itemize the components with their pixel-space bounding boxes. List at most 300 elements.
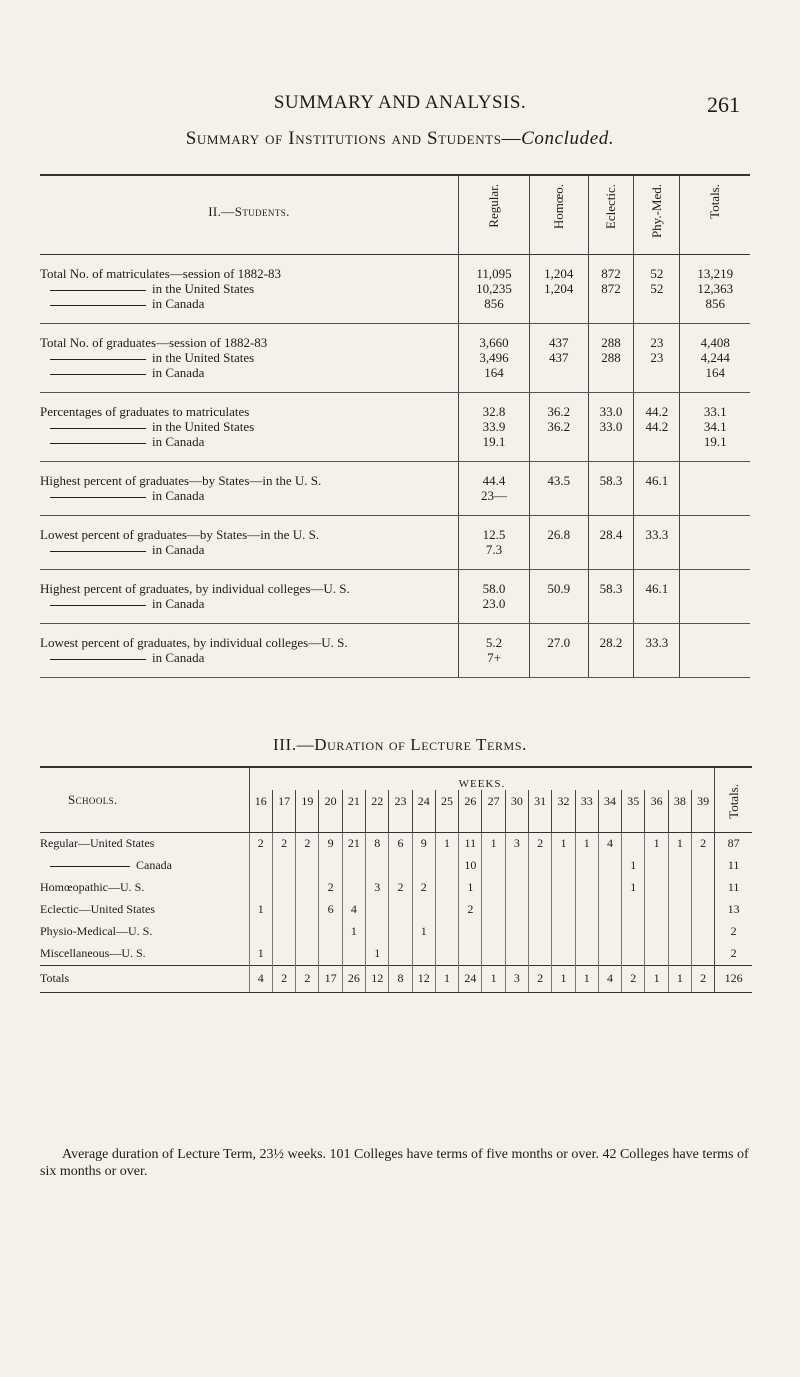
week-count-cell [319, 921, 342, 943]
week-count-cell [668, 855, 691, 877]
week-count-cell: 1 [366, 943, 389, 966]
week-count-cell [389, 943, 412, 966]
week-header: 19 [296, 790, 319, 832]
duration-weeks-label-row [40, 767, 752, 790]
week-count-cell [645, 877, 668, 899]
value [680, 488, 750, 503]
value [680, 581, 750, 596]
value: 288 [601, 350, 621, 365]
value-cell [530, 570, 588, 624]
week-count-cell [482, 855, 505, 877]
week-count-cell [552, 877, 575, 899]
week-count-cell: 1 [249, 943, 272, 966]
week-count-cell [296, 921, 319, 943]
value-cell [588, 516, 634, 570]
value: 856 [705, 296, 725, 311]
school-label-text: Eclectic—United States [40, 902, 155, 916]
value: 33.0 [599, 419, 623, 434]
week-count-cell: 2 [319, 877, 342, 899]
column-header-homoeo: Homœo. [530, 175, 588, 255]
row-sublabel: in Canada [40, 365, 458, 380]
week-count-cell: 12 [412, 965, 435, 992]
week-count-cell [575, 877, 598, 899]
week-count-cell [342, 855, 365, 877]
week-count-cell [272, 855, 295, 877]
value: 23— [481, 488, 508, 503]
value: 46.1 [645, 473, 669, 488]
week-count-cell: 2 [272, 832, 295, 855]
value: 4,244 [700, 350, 730, 365]
value [634, 488, 679, 503]
week-count-cell [296, 877, 319, 899]
value [680, 542, 750, 557]
week-count-cell [319, 943, 342, 966]
week-count-cell [552, 855, 575, 877]
students-group-row [40, 393, 750, 462]
week-count-cell: 24 [459, 965, 482, 992]
week-header: 33 [575, 790, 598, 832]
week-count-cell: 17 [319, 965, 342, 992]
week-count-cell [598, 943, 621, 966]
week-count-cell [598, 855, 621, 877]
school-label [40, 855, 249, 877]
week-count-cell: 1 [249, 899, 272, 921]
value-cell [530, 516, 588, 570]
value: 437 [549, 335, 569, 350]
week-count-cell [272, 943, 295, 966]
week-count-cell: 26 [342, 965, 365, 992]
week-count-cell: 8 [389, 965, 412, 992]
week-count-cell [249, 877, 272, 899]
week-count-cell [529, 877, 552, 899]
value: 52 [650, 266, 664, 281]
week-count-cell [598, 877, 621, 899]
school-label-text: Canada [136, 858, 172, 872]
week-header: 27 [482, 790, 505, 832]
week-count-cell [505, 855, 528, 877]
students-group-row [40, 570, 750, 624]
week-count-cell [366, 921, 389, 943]
students-heading: II.—Students. [208, 204, 290, 219]
value-cell [634, 255, 680, 324]
week-count-cell [552, 899, 575, 921]
week-header: 23 [389, 790, 412, 832]
week-count-cell [272, 899, 295, 921]
value: 26.8 [547, 527, 571, 542]
week-count-cell: 3 [505, 832, 528, 855]
school-label [40, 965, 249, 992]
value: 44.4 [482, 473, 506, 488]
week-count-cell: 2 [529, 832, 552, 855]
week-count-cell: 1 [482, 965, 505, 992]
value-cell [459, 516, 530, 570]
week-count-cell [529, 943, 552, 966]
column-header-eclectic: Eclectic. [588, 175, 634, 255]
row-label-cell [40, 255, 459, 324]
row-label: Total No. of graduates—session of 1882-83 [40, 335, 268, 350]
value [589, 365, 634, 380]
value: 52 [650, 281, 664, 296]
value-cell [459, 570, 530, 624]
week-count-cell: 1 [435, 832, 458, 855]
totals-row [40, 965, 752, 992]
week-count-cell [691, 943, 714, 966]
title-main: Summary of Institutions and Students— [185, 128, 522, 149]
week-count-cell: 4 [249, 965, 272, 992]
value-cell [459, 255, 530, 324]
value: 36.2 [547, 404, 571, 419]
row-sublabel: in Canada [40, 650, 458, 665]
value [530, 542, 587, 557]
students-group-row [40, 462, 750, 516]
row-total-cell: 2 [715, 921, 752, 943]
week-count-cell: 2 [296, 832, 319, 855]
week-count-cell [459, 943, 482, 966]
week-count-cell [668, 877, 691, 899]
row-sublabel: in Canada [40, 596, 458, 611]
school-label-text: Miscellaneous—U. S. [40, 946, 146, 960]
value [680, 596, 750, 611]
week-header: 22 [366, 790, 389, 832]
school-label [40, 921, 249, 943]
week-count-cell [272, 921, 295, 943]
value [530, 488, 587, 503]
value: 1,204 [544, 266, 574, 281]
week-count-cell: 1 [645, 965, 668, 992]
value: 34.1 [703, 419, 727, 434]
school-label [40, 832, 249, 855]
value: 856 [484, 296, 504, 311]
school-label [40, 877, 249, 899]
footnote: Average duration of Lecture Term, 23½ weeks. 101 Colleges have terms of five months or over. 42 Colleges have terms of six months or over. [40, 1147, 749, 1179]
week-count-cell [296, 899, 319, 921]
value: 4,408 [700, 335, 730, 350]
value: 50.9 [547, 581, 571, 596]
week-header: 38 [668, 790, 691, 832]
row-sublabel: in Canada [40, 488, 458, 503]
week-count-cell: 4 [598, 832, 621, 855]
value [634, 434, 679, 449]
week-count-cell [529, 921, 552, 943]
row-label-cell [40, 624, 459, 678]
value: 164 [484, 365, 504, 380]
totals-heading-cell [715, 767, 752, 832]
week-count-cell [342, 877, 365, 899]
row-sublabel: in the United States [40, 281, 458, 296]
value: 164 [705, 365, 725, 380]
week-count-cell: 1 [459, 877, 482, 899]
school-label-text: Totals [40, 971, 70, 985]
value: 10,235 [476, 281, 512, 296]
value [589, 542, 634, 557]
week-count-cell: 9 [412, 832, 435, 855]
week-count-cell: 3 [505, 965, 528, 992]
week-header: 30 [505, 790, 528, 832]
value-cell [459, 324, 530, 393]
week-count-cell [482, 877, 505, 899]
value [589, 296, 634, 311]
value [634, 650, 679, 665]
week-count-cell: 6 [319, 899, 342, 921]
value [589, 434, 634, 449]
week-count-cell: 2 [412, 877, 435, 899]
value-cell [680, 324, 750, 393]
value: 288 [601, 335, 621, 350]
week-count-cell: 2 [389, 877, 412, 899]
week-count-cell [598, 921, 621, 943]
value [634, 296, 679, 311]
page-header [0, 92, 800, 122]
week-count-cell [552, 943, 575, 966]
value-cell [530, 324, 588, 393]
value: 3,660 [479, 335, 509, 350]
value: 23 [650, 335, 664, 350]
schools-heading: Schools. [68, 791, 118, 807]
week-count-cell [435, 943, 458, 966]
value: 7+ [487, 650, 501, 665]
row-label: Lowest percent of graduates, by individual colleges—U. S. [40, 635, 348, 650]
week-count-cell: 11 [459, 832, 482, 855]
value-cell [588, 462, 634, 516]
row-label: Lowest percent of graduates—by States—in the U. S. [40, 527, 320, 542]
week-count-cell [249, 921, 272, 943]
row-label-cell [40, 516, 459, 570]
week-header: 21 [342, 790, 365, 832]
row-total-cell: 11 [715, 877, 752, 899]
week-count-cell [435, 877, 458, 899]
week-count-cell [412, 899, 435, 921]
week-count-cell [645, 921, 668, 943]
value-cell [588, 324, 634, 393]
value: 46.1 [645, 581, 669, 596]
week-count-cell [668, 899, 691, 921]
students-table [40, 174, 750, 678]
week-count-cell [622, 921, 645, 943]
value [589, 650, 634, 665]
value: 12,363 [697, 281, 734, 296]
row-total-cell: 2 [715, 943, 752, 966]
week-count-cell [482, 899, 505, 921]
week-count-cell [645, 855, 668, 877]
week-count-cell [668, 943, 691, 966]
value: 19.1 [482, 434, 506, 449]
week-count-cell: 3 [366, 877, 389, 899]
week-count-cell: 1 [668, 832, 691, 855]
week-header: 31 [529, 790, 552, 832]
week-header: 36 [645, 790, 668, 832]
week-count-cell [482, 943, 505, 966]
school-label [40, 899, 249, 921]
week-count-cell [529, 855, 552, 877]
week-count-cell [575, 943, 598, 966]
value-cell [680, 393, 750, 462]
week-count-cell [412, 943, 435, 966]
value: 32.8 [482, 404, 506, 419]
week-count-cell: 4 [598, 965, 621, 992]
value-cell [530, 255, 588, 324]
students-table-body [40, 255, 750, 678]
value: 19.1 [703, 434, 727, 449]
week-count-cell: 1 [412, 921, 435, 943]
week-count-cell: 9 [319, 832, 342, 855]
value: 27.0 [547, 635, 571, 650]
week-count-cell [435, 921, 458, 943]
value-cell [530, 462, 588, 516]
row-label-cell [40, 324, 459, 393]
weeks-heading: WEEKS. [249, 767, 715, 790]
week-header: 25 [435, 790, 458, 832]
week-count-cell [412, 855, 435, 877]
week-count-cell: 2 [691, 832, 714, 855]
week-count-cell [645, 899, 668, 921]
value: 58.3 [599, 581, 623, 596]
week-count-cell: 1 [552, 832, 575, 855]
value [530, 596, 587, 611]
week-count-cell: 1 [342, 921, 365, 943]
value-cell [588, 255, 634, 324]
value-cell [530, 624, 588, 678]
value: 28.4 [599, 527, 623, 542]
value-cell [634, 462, 680, 516]
week-count-cell [366, 855, 389, 877]
duration-table-body [40, 832, 752, 992]
value: 11,095 [476, 266, 512, 281]
row-total-cell: 13 [715, 899, 752, 921]
column-header-regular: Regular. [459, 175, 530, 255]
duration-title: III.—Duration of Lecture Terms. [273, 735, 527, 754]
week-count-cell [389, 899, 412, 921]
value [680, 527, 750, 542]
week-count-cell [598, 899, 621, 921]
week-count-cell [296, 943, 319, 966]
school-row [40, 921, 752, 943]
week-count-cell: 6 [389, 832, 412, 855]
value: 33.3 [645, 635, 669, 650]
value-cell [634, 324, 680, 393]
week-count-cell [505, 943, 528, 966]
week-count-cell [435, 855, 458, 877]
week-count-cell [575, 899, 598, 921]
running-title: SUMMARY AND ANALYSIS. [273, 92, 527, 113]
week-count-cell [691, 899, 714, 921]
week-count-cell [389, 921, 412, 943]
row-sublabel: in Canada [40, 296, 458, 311]
school-label-text: Regular—United States [40, 836, 155, 850]
row-total-cell: 11 [715, 855, 752, 877]
value: 872 [601, 281, 621, 296]
students-group-row [40, 624, 750, 678]
week-count-cell: 4 [342, 899, 365, 921]
week-count-cell: 1 [668, 965, 691, 992]
week-count-cell [691, 855, 714, 877]
value: 872 [601, 266, 621, 281]
school-label-text: Homœopathic—U. S. [40, 880, 145, 894]
row-label: Percentages of graduates to matriculates [40, 404, 250, 419]
row-sublabel: in Canada [40, 542, 458, 557]
week-count-cell: 2 [249, 832, 272, 855]
value: 44.2 [645, 419, 669, 434]
value-cell [680, 516, 750, 570]
column-header-phy-med: Phy.-Med. [634, 175, 680, 255]
value [680, 635, 750, 650]
week-count-cell [459, 921, 482, 943]
week-count-cell [389, 855, 412, 877]
value-cell [588, 570, 634, 624]
value-cell [680, 624, 750, 678]
row-label-cell [40, 462, 459, 516]
totals-heading: Totals. [725, 784, 741, 820]
row-sublabel: in the United States [40, 350, 458, 365]
week-count-cell: 10 [459, 855, 482, 877]
value: 23.0 [482, 596, 506, 611]
value-cell [634, 624, 680, 678]
week-count-cell [435, 899, 458, 921]
value: 58.0 [482, 581, 506, 596]
value: 36.2 [547, 419, 571, 434]
value: 33.1 [703, 404, 727, 419]
value [530, 650, 587, 665]
week-header: 16 [249, 790, 272, 832]
row-label-cell [40, 570, 459, 624]
week-count-cell [575, 855, 598, 877]
value-cell [634, 570, 680, 624]
week-header: 20 [319, 790, 342, 832]
week-count-cell [505, 921, 528, 943]
week-count-cell: 1 [575, 832, 598, 855]
week-count-cell: 1 [622, 855, 645, 877]
value [680, 650, 750, 665]
week-count-cell [575, 921, 598, 943]
row-label: Highest percent of graduates, by individual colleges—U. S. [40, 581, 350, 596]
week-count-cell [622, 943, 645, 966]
value [530, 296, 587, 311]
value: 13,219 [697, 266, 734, 281]
week-header: 35 [622, 790, 645, 832]
value-cell [680, 462, 750, 516]
value: 33.3 [645, 527, 669, 542]
value: 33.0 [599, 404, 623, 419]
week-count-cell [319, 855, 342, 877]
week-count-cell [552, 921, 575, 943]
week-count-cell: 2 [272, 965, 295, 992]
row-sublabel: in the United States [40, 419, 458, 434]
week-count-cell [296, 855, 319, 877]
value: 23 [650, 350, 664, 365]
week-count-cell: 1 [435, 965, 458, 992]
week-count-cell [645, 943, 668, 966]
week-count-cell [272, 877, 295, 899]
students-group-row [40, 516, 750, 570]
week-header: 32 [552, 790, 575, 832]
school-row [40, 855, 752, 877]
week-count-cell [366, 899, 389, 921]
students-heading-cell [40, 175, 459, 255]
row-label: Total No. of matriculates—session of 1882-83 [40, 266, 281, 281]
week-header: 17 [272, 790, 295, 832]
students-group-row [40, 255, 750, 324]
value-cell [459, 393, 530, 462]
school-row [40, 943, 752, 966]
week-count-cell: 2 [529, 965, 552, 992]
value-cell [680, 255, 750, 324]
value: 3,496 [479, 350, 509, 365]
row-label-cell [40, 393, 459, 462]
value-cell [530, 393, 588, 462]
value [634, 365, 679, 380]
value [530, 434, 587, 449]
week-count-cell [622, 899, 645, 921]
value-cell [459, 462, 530, 516]
